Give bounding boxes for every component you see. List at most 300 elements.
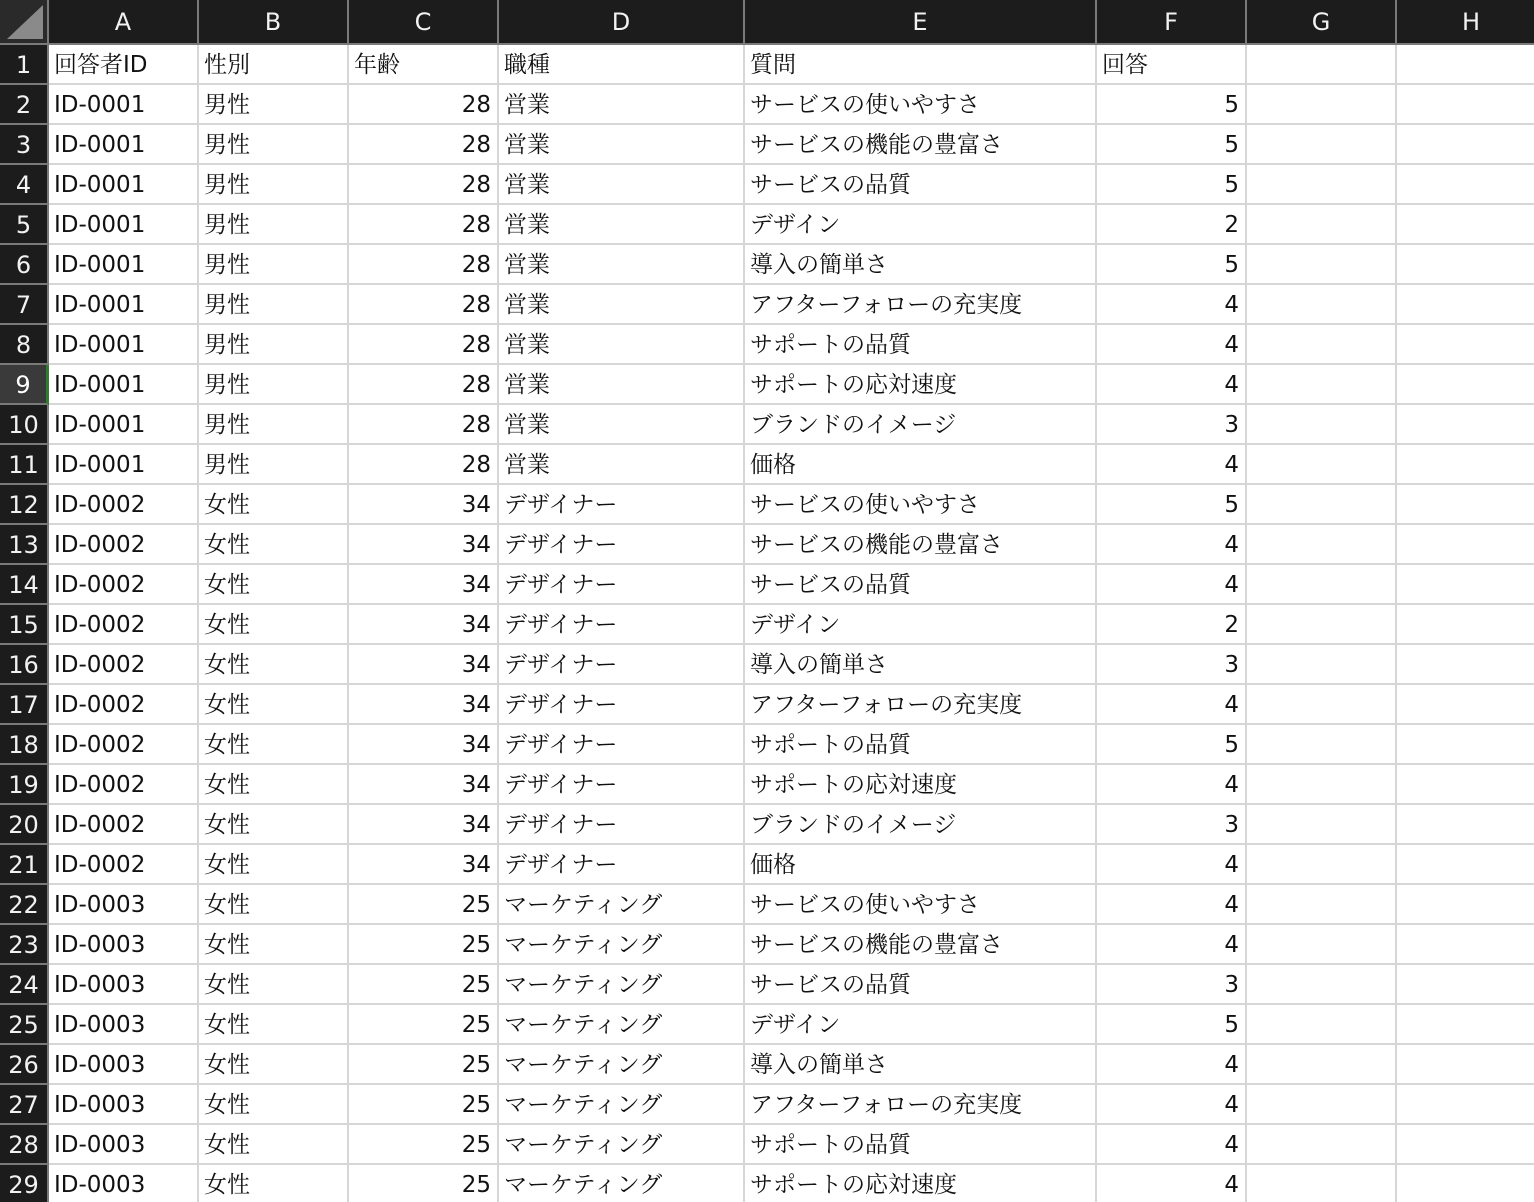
cell-g2[interactable] — [1247, 85, 1397, 125]
cell-b17[interactable]: 女性 — [199, 685, 349, 725]
cell-h17[interactable] — [1397, 685, 1534, 725]
cell-b5[interactable]: 男性 — [199, 205, 349, 245]
cell-d14[interactable]: デザイナー — [499, 565, 745, 605]
table-row — [0, 1085, 1534, 1125]
cell-b18[interactable]: 女性 — [199, 725, 349, 765]
cell-f26[interactable]: 4 — [1097, 1045, 1247, 1085]
cell-c3[interactable]: 28 — [349, 125, 499, 165]
cell-c27[interactable]: 25 — [349, 1085, 499, 1125]
cell-h12[interactable] — [1397, 485, 1534, 525]
row-header-1[interactable]: 1 — [0, 45, 49, 85]
cell-b15[interactable]: 女性 — [199, 605, 349, 645]
cell-d9[interactable]: 営業 — [499, 365, 745, 405]
cell-c22[interactable]: 25 — [349, 885, 499, 925]
cell-e2[interactable]: サービスの使いやすさ — [745, 85, 1097, 125]
cell-e23[interactable]: サービスの機能の豊富さ — [745, 925, 1097, 965]
table-row — [0, 325, 1534, 365]
cell-b10[interactable]: 男性 — [199, 405, 349, 445]
table-row — [0, 405, 1534, 445]
table-row — [0, 1125, 1534, 1165]
cell-h5[interactable] — [1397, 205, 1534, 245]
cell-a27[interactable]: ID-0003 — [49, 1085, 199, 1125]
cell-a29[interactable]: ID-0003 — [49, 1165, 199, 1202]
table-row — [0, 85, 1534, 125]
row-header-16[interactable]: 16 — [0, 645, 49, 685]
row-header-23[interactable]: 23 — [0, 925, 49, 965]
cell-c21[interactable]: 34 — [349, 845, 499, 885]
cell-f29[interactable]: 4 — [1097, 1165, 1247, 1202]
table-row — [0, 1165, 1534, 1202]
row-header-10[interactable]: 10 — [0, 405, 49, 445]
table-row — [0, 125, 1534, 165]
cell-g11[interactable] — [1247, 445, 1397, 485]
row-header-26[interactable]: 26 — [0, 1045, 49, 1085]
cell-a12[interactable]: ID-0002 — [49, 485, 199, 525]
cell-d21[interactable]: デザイナー — [499, 845, 745, 885]
cell-c18[interactable]: 34 — [349, 725, 499, 765]
cell-f3[interactable]: 5 — [1097, 125, 1247, 165]
table-row — [0, 885, 1534, 925]
cell-g4[interactable] — [1247, 165, 1397, 205]
cell-b7[interactable]: 男性 — [199, 285, 349, 325]
cell-b13[interactable]: 女性 — [199, 525, 349, 565]
column-header-g[interactable]: G — [1247, 0, 1397, 45]
column-header-b[interactable]: B — [199, 0, 349, 45]
cell-a7[interactable]: ID-0001 — [49, 285, 199, 325]
cell-e6[interactable]: 導入の簡単さ — [745, 245, 1097, 285]
cell-b3[interactable]: 男性 — [199, 125, 349, 165]
cell-e8[interactable]: サポートの品質 — [745, 325, 1097, 365]
table-row — [0, 925, 1534, 965]
row-header-17[interactable]: 17 — [0, 685, 49, 725]
column-header-h[interactable]: H — [1397, 0, 1534, 45]
cell-h25[interactable] — [1397, 1005, 1534, 1045]
cell-d13[interactable]: デザイナー — [499, 525, 745, 565]
cell-g27[interactable] — [1247, 1085, 1397, 1125]
column-header-e[interactable]: E — [745, 0, 1097, 45]
column-header-row — [0, 0, 1534, 45]
cell-a3[interactable]: ID-0001 — [49, 125, 199, 165]
row-header-11[interactable]: 11 — [0, 445, 49, 485]
cell-a28[interactable]: ID-0003 — [49, 1125, 199, 1165]
cell-a16[interactable]: ID-0002 — [49, 645, 199, 685]
cell-c16[interactable]: 34 — [349, 645, 499, 685]
cell-d7[interactable]: 営業 — [499, 285, 745, 325]
cell-e19[interactable]: サポートの応対速度 — [745, 765, 1097, 805]
cell-b27[interactable]: 女性 — [199, 1085, 349, 1125]
cell-f11[interactable]: 4 — [1097, 445, 1247, 485]
cell-b6[interactable]: 男性 — [199, 245, 349, 285]
cell-e10[interactable]: ブランドのイメージ — [745, 405, 1097, 445]
table-row — [0, 525, 1534, 565]
cell-g13[interactable] — [1247, 525, 1397, 565]
table-row — [0, 485, 1534, 525]
cell-a8[interactable]: ID-0001 — [49, 325, 199, 365]
cell-b11[interactable]: 男性 — [199, 445, 349, 485]
cell-d16[interactable]: デザイナー — [499, 645, 745, 685]
cell-c11[interactable]: 28 — [349, 445, 499, 485]
cell-b24[interactable]: 女性 — [199, 965, 349, 1005]
cell-c4[interactable]: 28 — [349, 165, 499, 205]
cell-f9[interactable]: 4 — [1097, 365, 1247, 405]
cell-g23[interactable] — [1247, 925, 1397, 965]
cell-g26[interactable] — [1247, 1045, 1397, 1085]
cell-a1[interactable]: 回答者ID — [49, 45, 199, 85]
row-header-8[interactable]: 8 — [0, 325, 49, 365]
cell-g29[interactable] — [1247, 1165, 1397, 1202]
cell-d10[interactable]: 営業 — [499, 405, 745, 445]
cell-h15[interactable] — [1397, 605, 1534, 645]
cell-h14[interactable] — [1397, 565, 1534, 605]
cell-f20[interactable]: 3 — [1097, 805, 1247, 845]
cell-e9[interactable]: サポートの応対速度 — [745, 365, 1097, 405]
row-header-12[interactable]: 12 — [0, 485, 49, 525]
cell-b25[interactable]: 女性 — [199, 1005, 349, 1045]
cell-e12[interactable]: サービスの使いやすさ — [745, 485, 1097, 525]
cell-d28[interactable]: マーケティング — [499, 1125, 745, 1165]
cell-f18[interactable]: 5 — [1097, 725, 1247, 765]
cell-b20[interactable]: 女性 — [199, 805, 349, 845]
cell-d5[interactable]: 営業 — [499, 205, 745, 245]
cell-b16[interactable]: 女性 — [199, 645, 349, 685]
cell-g12[interactable] — [1247, 485, 1397, 525]
table-row — [0, 805, 1534, 845]
cell-g16[interactable] — [1247, 645, 1397, 685]
cell-g8[interactable] — [1247, 325, 1397, 365]
row-header-21[interactable]: 21 — [0, 845, 49, 885]
cell-c15[interactable]: 34 — [349, 605, 499, 645]
cell-a17[interactable]: ID-0002 — [49, 685, 199, 725]
cell-d3[interactable]: 営業 — [499, 125, 745, 165]
cell-h20[interactable] — [1397, 805, 1534, 845]
cell-c14[interactable]: 34 — [349, 565, 499, 605]
row-header-9[interactable]: 9 — [0, 365, 49, 405]
cell-e28[interactable]: サポートの品質 — [745, 1125, 1097, 1165]
cell-e17[interactable]: アフターフォローの充実度 — [745, 685, 1097, 725]
row-header-3[interactable]: 3 — [0, 125, 49, 165]
cell-h13[interactable] — [1397, 525, 1534, 565]
row-header-27[interactable]: 27 — [0, 1085, 49, 1125]
row-header-25[interactable]: 25 — [0, 1005, 49, 1045]
cell-f24[interactable]: 3 — [1097, 965, 1247, 1005]
cell-h18[interactable] — [1397, 725, 1534, 765]
table-row — [0, 205, 1534, 245]
cell-a10[interactable]: ID-0001 — [49, 405, 199, 445]
cell-a26[interactable]: ID-0003 — [49, 1045, 199, 1085]
cell-f28[interactable]: 4 — [1097, 1125, 1247, 1165]
cell-b19[interactable]: 女性 — [199, 765, 349, 805]
cell-f8[interactable]: 4 — [1097, 325, 1247, 365]
table-row — [0, 845, 1534, 885]
cell-e18[interactable]: サポートの品質 — [745, 725, 1097, 765]
table-row — [0, 645, 1534, 685]
cell-a4[interactable]: ID-0001 — [49, 165, 199, 205]
column-header-c[interactable]: C — [349, 0, 499, 45]
cell-g17[interactable] — [1247, 685, 1397, 725]
row-header-28[interactable]: 28 — [0, 1125, 49, 1165]
cell-f16[interactable]: 3 — [1097, 645, 1247, 685]
cell-e20[interactable]: ブランドのイメージ — [745, 805, 1097, 845]
cell-g21[interactable] — [1247, 845, 1397, 885]
cell-b29[interactable]: 女性 — [199, 1165, 349, 1202]
cell-f21[interactable]: 4 — [1097, 845, 1247, 885]
cell-f25[interactable]: 5 — [1097, 1005, 1247, 1045]
cell-g19[interactable] — [1247, 765, 1397, 805]
cell-b8[interactable]: 男性 — [199, 325, 349, 365]
cell-h19[interactable] — [1397, 765, 1534, 805]
cell-a15[interactable]: ID-0002 — [49, 605, 199, 645]
row-header-4[interactable]: 4 — [0, 165, 49, 205]
cell-h29[interactable] — [1397, 1165, 1534, 1202]
cell-g3[interactable] — [1247, 125, 1397, 165]
row-header-22[interactable]: 22 — [0, 885, 49, 925]
row-header-29[interactable]: 29 — [0, 1165, 49, 1202]
cell-d29[interactable]: マーケティング — [499, 1165, 745, 1202]
cell-c12[interactable]: 34 — [349, 485, 499, 525]
cell-h1[interactable] — [1397, 45, 1534, 85]
cell-e26[interactable]: 導入の簡単さ — [745, 1045, 1097, 1085]
cell-h8[interactable] — [1397, 325, 1534, 365]
cell-h16[interactable] — [1397, 645, 1534, 685]
cell-a22[interactable]: ID-0003 — [49, 885, 199, 925]
cell-c29[interactable]: 25 — [349, 1165, 499, 1202]
cell-h4[interactable] — [1397, 165, 1534, 205]
cell-e24[interactable]: サービスの品質 — [745, 965, 1097, 1005]
cell-f17[interactable]: 4 — [1097, 685, 1247, 725]
cell-d15[interactable]: デザイナー — [499, 605, 745, 645]
cell-d8[interactable]: 営業 — [499, 325, 745, 365]
cell-d23[interactable]: マーケティング — [499, 925, 745, 965]
cell-c7[interactable]: 28 — [349, 285, 499, 325]
cell-c24[interactable]: 25 — [349, 965, 499, 1005]
table-row — [0, 245, 1534, 285]
cell-h26[interactable] — [1397, 1045, 1534, 1085]
row-header-2[interactable]: 2 — [0, 85, 49, 125]
cell-a2[interactable]: ID-0001 — [49, 85, 199, 125]
cell-f2[interactable]: 5 — [1097, 85, 1247, 125]
cell-a11[interactable]: ID-0001 — [49, 445, 199, 485]
cell-h24[interactable] — [1397, 965, 1534, 1005]
cell-f1[interactable]: 回答 — [1097, 45, 1247, 85]
cell-h3[interactable] — [1397, 125, 1534, 165]
cell-b28[interactable]: 女性 — [199, 1125, 349, 1165]
cell-b4[interactable]: 男性 — [199, 165, 349, 205]
cell-e16[interactable]: 導入の簡単さ — [745, 645, 1097, 685]
cell-h11[interactable] — [1397, 445, 1534, 485]
select-all-button[interactable] — [0, 0, 49, 45]
cell-c25[interactable]: 25 — [349, 1005, 499, 1045]
cell-h2[interactable] — [1397, 85, 1534, 125]
column-header-f[interactable]: F — [1097, 0, 1247, 45]
cell-c19[interactable]: 34 — [349, 765, 499, 805]
cell-b2[interactable]: 男性 — [199, 85, 349, 125]
cell-b21[interactable]: 女性 — [199, 845, 349, 885]
cell-b26[interactable]: 女性 — [199, 1045, 349, 1085]
row-header-5[interactable]: 5 — [0, 205, 49, 245]
cell-d19[interactable]: デザイナー — [499, 765, 745, 805]
row-header-24[interactable]: 24 — [0, 965, 49, 1005]
cell-g20[interactable] — [1247, 805, 1397, 845]
cell-g28[interactable] — [1247, 1125, 1397, 1165]
cell-d1[interactable]: 職種 — [499, 45, 745, 85]
cell-e13[interactable]: サービスの機能の豊富さ — [745, 525, 1097, 565]
column-header-d[interactable]: D — [499, 0, 745, 45]
cell-a6[interactable]: ID-0001 — [49, 245, 199, 285]
cell-c8[interactable]: 28 — [349, 325, 499, 365]
cell-a25[interactable]: ID-0003 — [49, 1005, 199, 1045]
cell-g22[interactable] — [1247, 885, 1397, 925]
cell-f5[interactable]: 2 — [1097, 205, 1247, 245]
cell-a18[interactable]: ID-0002 — [49, 725, 199, 765]
cell-a9[interactable]: ID-0001 — [49, 365, 199, 405]
column-header-a[interactable]: A — [49, 0, 199, 45]
cell-g6[interactable] — [1247, 245, 1397, 285]
cell-b23[interactable]: 女性 — [199, 925, 349, 965]
cell-h10[interactable] — [1397, 405, 1534, 445]
cell-h27[interactable] — [1397, 1085, 1534, 1125]
cell-a21[interactable]: ID-0002 — [49, 845, 199, 885]
cell-f22[interactable]: 4 — [1097, 885, 1247, 925]
cell-f27[interactable]: 4 — [1097, 1085, 1247, 1125]
cell-f6[interactable]: 5 — [1097, 245, 1247, 285]
cell-a14[interactable]: ID-0002 — [49, 565, 199, 605]
cell-c20[interactable]: 34 — [349, 805, 499, 845]
cell-e4[interactable]: サービスの品質 — [745, 165, 1097, 205]
cell-c2[interactable]: 28 — [349, 85, 499, 125]
cell-e1[interactable]: 質問 — [745, 45, 1097, 85]
cell-f12[interactable]: 5 — [1097, 485, 1247, 525]
cell-b14[interactable]: 女性 — [199, 565, 349, 605]
table-row — [0, 285, 1534, 325]
cell-e14[interactable]: サービスの品質 — [745, 565, 1097, 605]
cell-e5[interactable]: デザイン — [745, 205, 1097, 245]
cell-d12[interactable]: デザイナー — [499, 485, 745, 525]
cell-h21[interactable] — [1397, 845, 1534, 885]
cell-e25[interactable]: デザイン — [745, 1005, 1097, 1045]
table-row — [0, 165, 1534, 205]
cell-c26[interactable]: 25 — [349, 1045, 499, 1085]
cell-c1[interactable]: 年齢 — [349, 45, 499, 85]
cell-c9[interactable]: 28 — [349, 365, 499, 405]
cell-b22[interactable]: 女性 — [199, 885, 349, 925]
cell-e21[interactable]: 価格 — [745, 845, 1097, 885]
cell-c10[interactable]: 28 — [349, 405, 499, 445]
cell-b9[interactable]: 男性 — [199, 365, 349, 405]
table-row — [0, 565, 1534, 605]
cell-g7[interactable] — [1247, 285, 1397, 325]
cell-e27[interactable]: アフターフォローの充実度 — [745, 1085, 1097, 1125]
row-header-19[interactable]: 19 — [0, 765, 49, 805]
cell-c28[interactable]: 25 — [349, 1125, 499, 1165]
cell-f19[interactable]: 4 — [1097, 765, 1247, 805]
cell-h9[interactable] — [1397, 365, 1534, 405]
cell-g14[interactable] — [1247, 565, 1397, 605]
row-header-18[interactable]: 18 — [0, 725, 49, 765]
cell-a13[interactable]: ID-0002 — [49, 525, 199, 565]
cell-a19[interactable]: ID-0002 — [49, 765, 199, 805]
cell-a24[interactable]: ID-0003 — [49, 965, 199, 1005]
cell-d11[interactable]: 営業 — [499, 445, 745, 485]
cell-d2[interactable]: 営業 — [499, 85, 745, 125]
table-row — [0, 605, 1534, 645]
cell-c13[interactable]: 34 — [349, 525, 499, 565]
cell-e22[interactable]: サービスの使いやすさ — [745, 885, 1097, 925]
cell-d6[interactable]: 営業 — [499, 245, 745, 285]
cell-b1[interactable]: 性別 — [199, 45, 349, 85]
table-row — [0, 965, 1534, 1005]
cell-e11[interactable]: 価格 — [745, 445, 1097, 485]
cell-c17[interactable]: 34 — [349, 685, 499, 725]
cell-d18[interactable]: デザイナー — [499, 725, 745, 765]
cell-g25[interactable] — [1247, 1005, 1397, 1045]
cell-d24[interactable]: マーケティング — [499, 965, 745, 1005]
row-header-6[interactable]: 6 — [0, 245, 49, 285]
cell-e29[interactable]: サポートの応対速度 — [745, 1165, 1097, 1202]
cell-d22[interactable]: マーケティング — [499, 885, 745, 925]
cell-h23[interactable] — [1397, 925, 1534, 965]
cell-a5[interactable]: ID-0001 — [49, 205, 199, 245]
cell-d26[interactable]: マーケティング — [499, 1045, 745, 1085]
cell-h22[interactable] — [1397, 885, 1534, 925]
cell-e7[interactable]: アフターフォローの充実度 — [745, 285, 1097, 325]
cell-g18[interactable] — [1247, 725, 1397, 765]
cell-c6[interactable]: 28 — [349, 245, 499, 285]
cell-a20[interactable]: ID-0002 — [49, 805, 199, 845]
row-header-15[interactable]: 15 — [0, 605, 49, 645]
table-row — [0, 45, 1534, 85]
cell-d4[interactable]: 営業 — [499, 165, 745, 205]
cell-g9[interactable] — [1247, 365, 1397, 405]
row-header-20[interactable]: 20 — [0, 805, 49, 845]
cell-d27[interactable]: マーケティング — [499, 1085, 745, 1125]
cell-f7[interactable]: 4 — [1097, 285, 1247, 325]
cell-g15[interactable] — [1247, 605, 1397, 645]
table-row — [0, 445, 1534, 485]
cell-a23[interactable]: ID-0003 — [49, 925, 199, 965]
cell-f14[interactable]: 4 — [1097, 565, 1247, 605]
cell-f15[interactable]: 2 — [1097, 605, 1247, 645]
table-row — [0, 1005, 1534, 1045]
row-header-13[interactable]: 13 — [0, 525, 49, 565]
table-row — [0, 685, 1534, 725]
cell-g24[interactable] — [1247, 965, 1397, 1005]
cell-d25[interactable]: マーケティング — [499, 1005, 745, 1045]
cell-f23[interactable]: 4 — [1097, 925, 1247, 965]
table-row — [0, 725, 1534, 765]
cell-f10[interactable]: 3 — [1097, 405, 1247, 445]
cell-h28[interactable] — [1397, 1125, 1534, 1165]
row-header-14[interactable]: 14 — [0, 565, 49, 605]
cell-c23[interactable]: 25 — [349, 925, 499, 965]
cell-b12[interactable]: 女性 — [199, 485, 349, 525]
cell-h6[interactable] — [1397, 245, 1534, 285]
select-all-triangle-icon — [7, 5, 43, 39]
table-row — [0, 1045, 1534, 1085]
cell-h7[interactable] — [1397, 285, 1534, 325]
cell-g10[interactable] — [1247, 405, 1397, 445]
cell-e3[interactable]: サービスの機能の豊富さ — [745, 125, 1097, 165]
row-header-7[interactable]: 7 — [0, 285, 49, 325]
cell-g5[interactable] — [1247, 205, 1397, 245]
table-row — [0, 365, 1534, 405]
cell-f4[interactable]: 5 — [1097, 165, 1247, 205]
cell-d20[interactable]: デザイナー — [499, 805, 745, 845]
cell-c5[interactable]: 28 — [349, 205, 499, 245]
cell-d17[interactable]: デザイナー — [499, 685, 745, 725]
cell-g1[interactable] — [1247, 45, 1397, 85]
cell-f13[interactable]: 4 — [1097, 525, 1247, 565]
cell-e15[interactable]: デザイン — [745, 605, 1097, 645]
